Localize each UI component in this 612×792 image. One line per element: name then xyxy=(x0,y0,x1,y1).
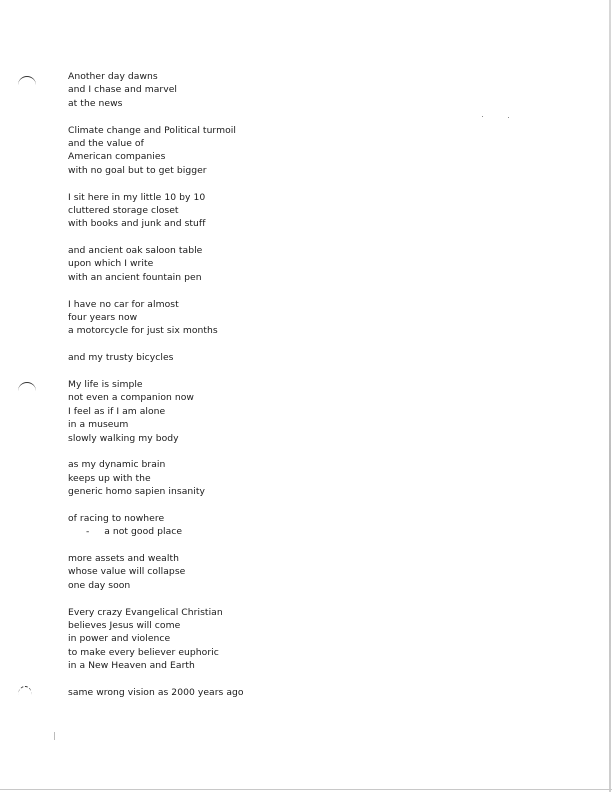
poem-line: more assets and wealth xyxy=(68,553,179,565)
poem-line: Climate change and Political turmoil xyxy=(68,124,236,136)
scan-speck xyxy=(482,116,483,117)
poem-line: My life is simple xyxy=(68,378,143,390)
poem-line: - a not good place xyxy=(86,526,183,538)
poem-line: with an ancient fountain pen xyxy=(68,271,202,283)
poem-line: upon which I write xyxy=(68,258,154,270)
stanza xyxy=(68,191,388,231)
poem-line: and my trusty bicycles xyxy=(68,352,174,364)
stanza xyxy=(68,512,388,539)
poem-line: not even a companion now xyxy=(68,392,194,404)
poem-line: keeps up with the xyxy=(68,472,151,484)
poem-line: as my dynamic brain xyxy=(68,459,166,471)
poem-line: same wrong vision as 2000 years ago xyxy=(68,686,244,698)
poem-line: at the news xyxy=(68,97,123,109)
poem-line: with no goal but to get bigger xyxy=(68,164,207,176)
poem-line: and ancient oak saloon table xyxy=(68,245,203,257)
stanza xyxy=(68,124,388,178)
page-edge-right xyxy=(609,0,611,792)
stanza xyxy=(68,298,388,338)
poem-line: Every crazy Evangelical Christian xyxy=(68,606,223,618)
poem-line: and the value of xyxy=(68,137,144,149)
poem-line: whose value will collapse xyxy=(68,566,186,578)
page-edge-bottom xyxy=(0,789,612,790)
stanza xyxy=(68,606,388,673)
punch-hole-mark xyxy=(18,686,32,695)
poem-line: four years now xyxy=(68,312,138,324)
poem-line: with books and junk and stuff xyxy=(68,218,206,230)
stanza xyxy=(68,351,388,364)
scan-speck xyxy=(508,117,509,118)
stanza xyxy=(68,552,388,592)
poem-line: cluttered storage closet xyxy=(68,204,179,216)
poem-body xyxy=(68,70,388,713)
poem-line: of racing to nowhere xyxy=(68,512,165,524)
stanza xyxy=(68,378,388,445)
punch-hole-mark xyxy=(18,382,36,391)
punch-hole-mark xyxy=(18,76,36,85)
poem-line: to make every believer euphoric xyxy=(68,646,219,658)
poem-line: in a museum xyxy=(68,419,129,431)
poem-line: I feel as if I am alone xyxy=(68,405,166,417)
poem-line: I have no car for almost xyxy=(68,298,179,310)
poem-line: a motorcycle for just six months xyxy=(68,325,218,337)
poem-line: one day soon xyxy=(68,579,131,591)
stanza xyxy=(68,458,388,498)
poem-line: Another day dawns xyxy=(68,71,158,82)
poem-line: American companies xyxy=(68,151,166,163)
poem-line: I sit here in my little 10 by 10 xyxy=(68,191,206,203)
poem-line: in power and violence xyxy=(68,633,171,645)
poem-line: generic homo sapien insanity xyxy=(68,486,206,498)
poem-line: slowly walking my body xyxy=(68,432,179,444)
stanza xyxy=(68,70,388,110)
stanza xyxy=(68,244,388,284)
scan-speck xyxy=(54,732,55,740)
stanza xyxy=(68,686,388,699)
poem-line: and I chase and marvel xyxy=(68,84,178,96)
poem-line: in a New Heaven and Earth xyxy=(68,660,195,672)
poem-line: believes Jesus will come xyxy=(68,620,181,632)
